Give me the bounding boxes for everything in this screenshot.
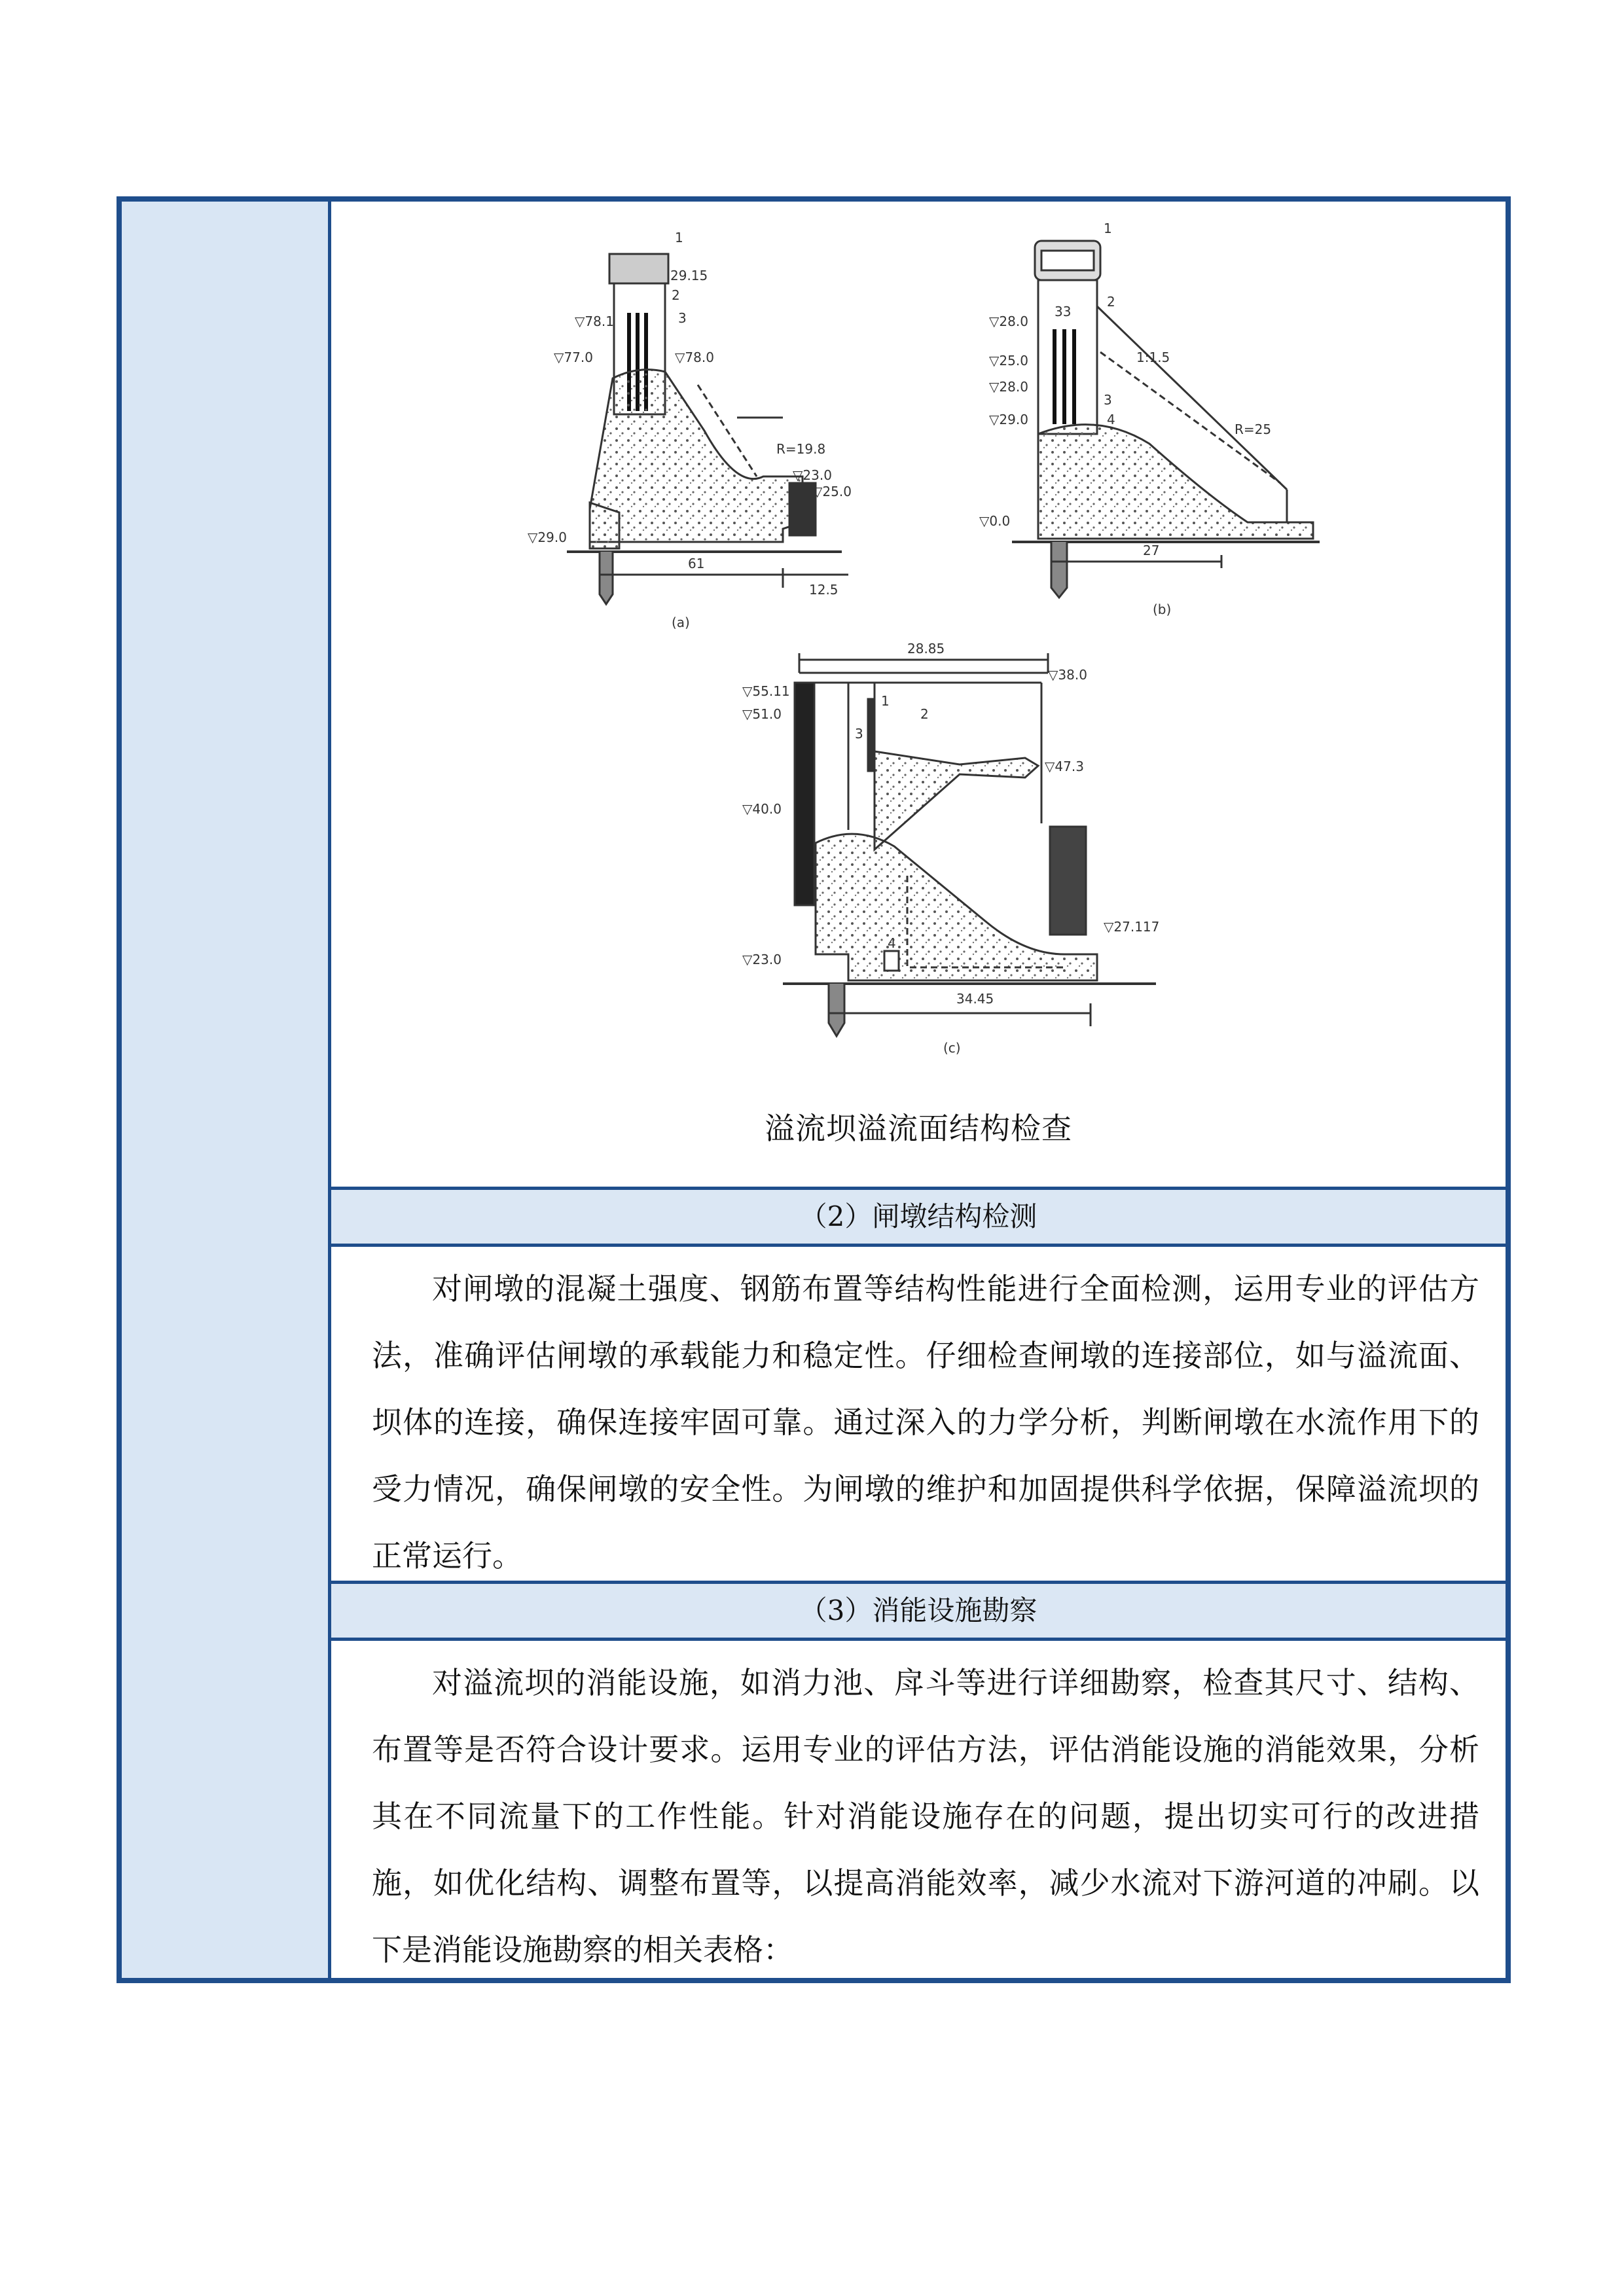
section-body-energy-dissipation: 对溢流坝的消能设施，如消力池、戽斗等进行详细勘察，检查其尺寸、结构、布置等是否符合设计要求。运用专业的评估方法，评估消能设施的消能效果，分析其在不同流量下的工作性能。针对消能设施存在的问题，提出切实可行的改进措施，如优化结构、调整布置等，以提高消能效率，减少水流对下游河道的冲刷。以下是消能设施勘察的相关表格： [372,1665,1479,1967]
table-right-column [331,202,1506,1978]
a-label-5: R=19.8 [776,441,826,457]
b-label-1: ▽28.0 [989,314,1028,329]
gate-c [795,683,814,905]
c-label-2: ▽38.0 [1048,667,1087,683]
b-subcaption: (b) [1153,601,1172,617]
section-body-pier-inspection: 对闸墩的混凝土强度、钢筋布置等结构性能进行全面检测，运用专业的评估方法，准确评估闸墩的承载能力和稳定性。仔细检查闸墩的连接部位，如与溢流面、坝体的连接，确保连接牢固可靠。通过深入的力学分析，判断闸墩在水流作用下的受力情况，确保闸墩的安全性。为闸墩的维护和加固提供科学依据，保障溢流坝的正常运行。 [372,1271,1479,1573]
b-label-9: 33 [1055,304,1072,319]
c-label-6: ▽40.0 [742,801,782,817]
b-label-8: 27 [1143,543,1160,558]
a-label-10: 12.5 [809,582,839,598]
c-label-3: ▽55.11 [742,683,790,699]
apron-a [789,483,816,535]
c-label-4: ▽51.0 [742,706,782,722]
a-label-3: ▽77.0 [554,350,593,365]
b-label-2: ▽25.0 [989,353,1028,368]
a-num-1: 1 [675,230,683,245]
drawing-c [783,653,1156,1036]
a-label-2: ▽78.1 [575,314,614,329]
c-subcaption: (c) [943,1040,961,1056]
c-num-3: 3 [855,726,863,742]
b-label-5: 1:1.5 [1136,350,1170,365]
figure-cell [331,202,1506,1187]
spillway-drawings [331,202,1509,1098]
b-num-2: 2 [1107,294,1115,310]
section-header-pier-inspection: （2）闸墩结构检测 [331,1187,1506,1247]
a-label-1: 29.15 [670,268,708,283]
c-label-5: ▽47.3 [1045,759,1084,774]
drawing-a [567,254,848,604]
radial-gate-arm-c [875,751,1038,850]
b-num-4: 4 [1107,412,1115,427]
content-table [117,196,1511,1983]
a-label-8: ▽29.0 [528,529,567,545]
b-label-6: R=25 [1235,422,1272,437]
figure-caption: 溢流坝溢流面结构检查 [765,1111,1072,1146]
a-num-3: 3 [678,310,687,326]
b-label-3: ▽28.0 [989,379,1028,395]
c-num-4: 4 [888,935,896,951]
a-label-4: ▽78.0 [675,350,714,365]
a-label-7: ▽25.0 [812,484,852,499]
b-label-4: ▽29.0 [989,412,1028,427]
a-subcaption: (a) [672,615,690,630]
b-num-1: 1 [1104,221,1112,236]
gate-hoist-a [609,254,668,283]
a-label-9: 61 [688,556,705,571]
b-label-7: ▽0.0 [979,513,1011,529]
table-left-column [122,202,331,1978]
dam-body-b [1038,425,1313,539]
drawing-b-labels [979,221,1271,617]
b-num-3: 3 [1104,392,1112,408]
c-num-1: 1 [881,693,890,709]
dam-body-a [590,370,803,542]
c-label-8: ▽23.0 [742,952,782,967]
c-label-1: 28.85 [907,641,945,656]
side-wall-c [1050,827,1086,935]
section-header-energy-dissipation: （3）消能设施勘察 [331,1581,1506,1641]
a-label-6: ▽23.0 [793,467,832,483]
c-label-9: 34.45 [956,991,994,1007]
c-num-2: 2 [920,706,929,722]
c-label-7: ▽27.117 [1104,919,1160,935]
drawing-b [1012,241,1320,598]
a-num-2: 2 [672,287,680,303]
